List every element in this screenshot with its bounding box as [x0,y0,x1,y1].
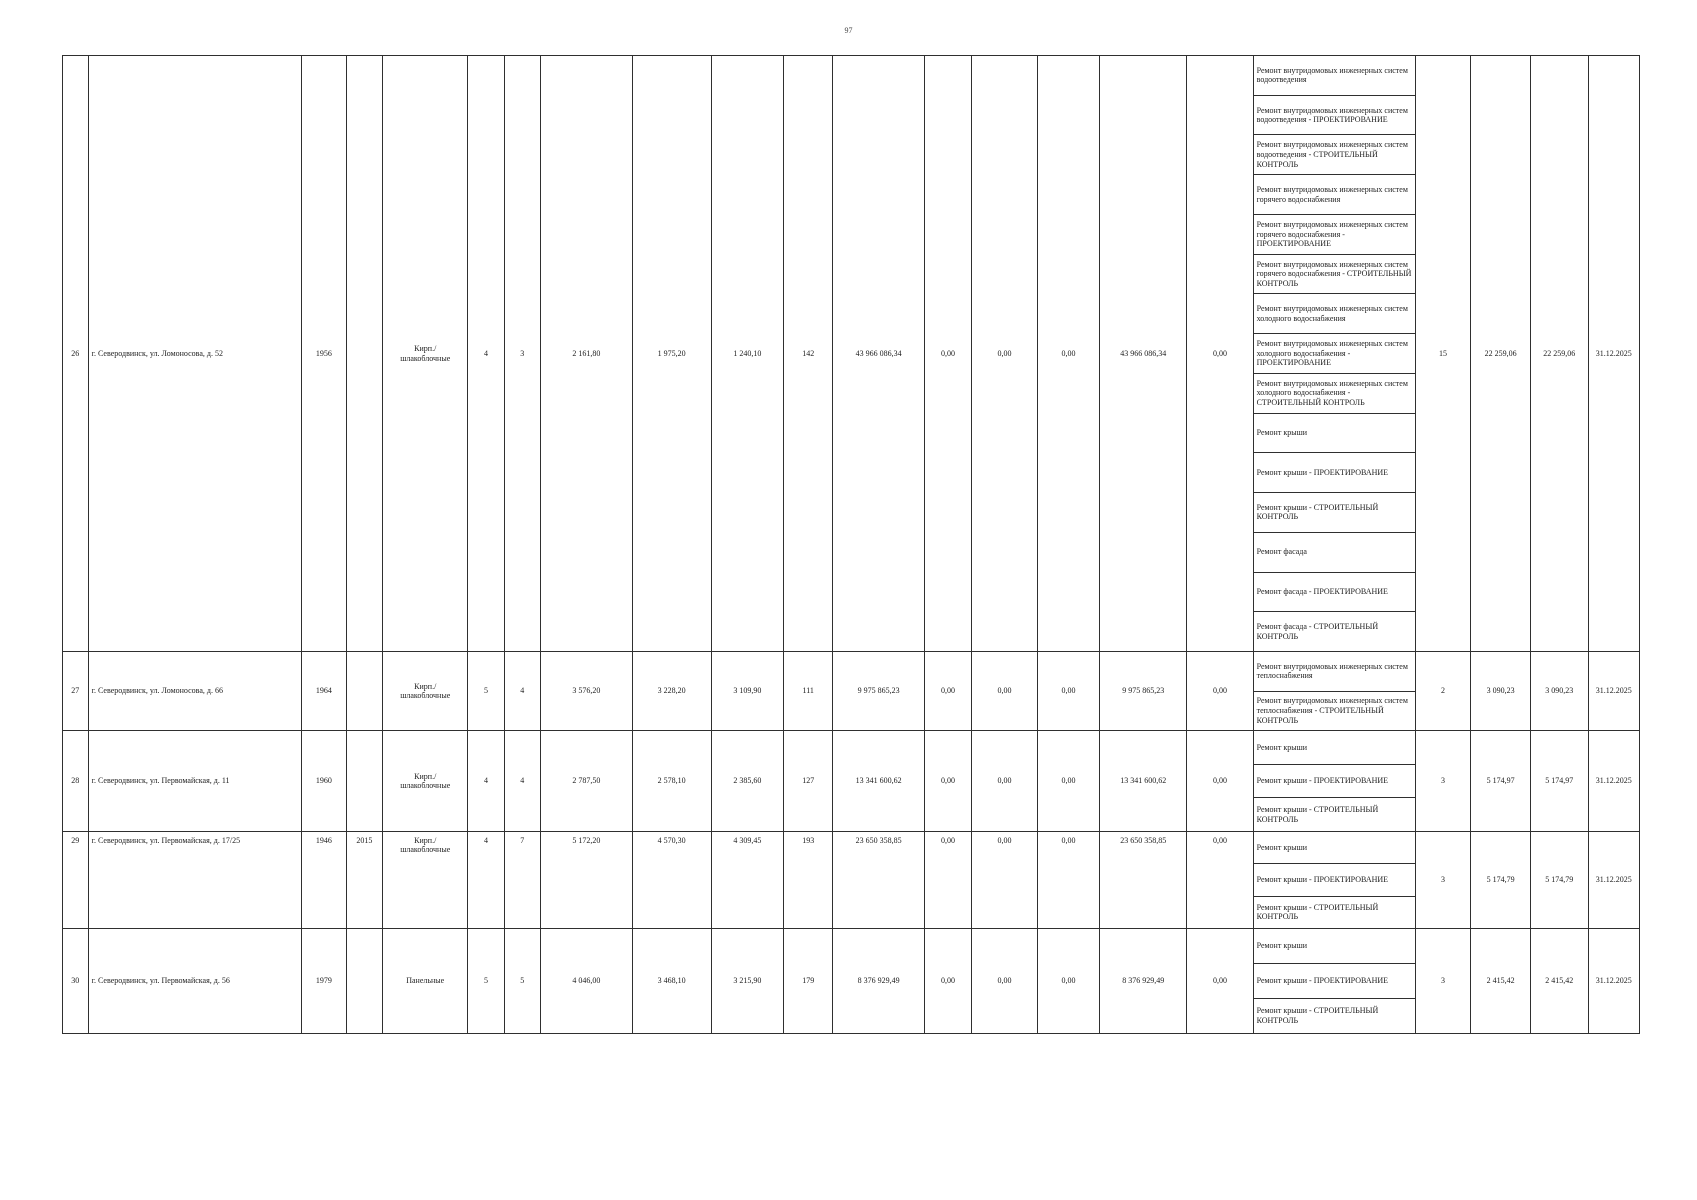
work-item: Ремонт внутридомовых инженерных систем водоотведения [1254,56,1415,96]
premises-area-cell: 3 468,10 [632,929,711,1034]
wall-material-cell: Кирп./ шлакоблочные [383,832,468,929]
residential-area-cell: 4 309,45 [711,832,784,929]
work-item: Ремонт крыши - СТРОИТЕЛЬНЫЙ КОНТРОЛЬ [1254,493,1415,533]
owners-funds-cell: 9 975 865,23 [1099,652,1186,731]
year-renovation-cell: 2015 [346,832,382,929]
table-row [63,56,1640,652]
row-number-cell: 29 [63,832,89,929]
wall-material-cell: Кирп./ шлакоблочные [383,56,468,652]
page-number: 97 [844,26,853,35]
works-list [1254,929,1415,1033]
total-area-cell: 4 046,00 [540,929,632,1034]
unit-cost-cell: 2 415,42 [1471,929,1531,1034]
residential-area-cell: 3 109,90 [711,652,784,731]
work-item: Ремонт фасада [1254,533,1415,573]
residential-area-cell: 3 215,90 [711,929,784,1034]
deadline-cell: 31.12.2025 [1588,832,1639,929]
work-count-cell: 2 [1415,652,1470,731]
table-row [63,731,1640,832]
residential-area-cell: 2 385,60 [711,731,784,832]
total-cost-cell: 23 650 358,85 [833,832,925,929]
work-item: Ремонт внутридомовых инженерных систем горячего водоснабжения [1254,175,1415,215]
residential-area-cell: 1 240,10 [711,56,784,652]
premises-area-cell: 4 570,30 [632,832,711,929]
row-number-cell: 27 [63,652,89,731]
table-row [63,929,1640,1034]
other-funds-cell: 0,00 [1187,731,1253,832]
entrances-cell: 7 [504,832,540,929]
total-cost-cell: 8 376 929,49 [833,929,925,1034]
funding-local-cell: 0,00 [1038,929,1100,1034]
work-item: Ремонт внутридомовых инженерных систем теплоснабжения [1254,652,1415,692]
limit-cost-cell: 5 174,97 [1530,731,1588,832]
premises-area-cell: 2 578,10 [632,731,711,832]
funding-regional-cell: 0,00 [971,56,1037,652]
funding-federal-cell: 0,00 [925,929,972,1034]
owners-funds-cell: 13 341 600,62 [1099,731,1186,832]
entrances-cell: 5 [504,929,540,1034]
works-list [1254,832,1415,928]
total-area-cell: 5 172,20 [540,832,632,929]
repair-program-table [62,55,1640,1034]
residents-cell: 142 [784,56,833,652]
wall-material-cell: Панельные [383,929,468,1034]
row-number-cell: 28 [63,731,89,832]
funding-regional-cell: 0,00 [971,652,1037,731]
total-cost-cell: 43 966 086,34 [833,56,925,652]
floors-cell: 5 [468,929,504,1034]
owners-funds-cell: 8 376 929,49 [1099,929,1186,1034]
works-list-cell [1253,929,1415,1034]
other-funds-cell: 0,00 [1187,929,1253,1034]
owners-funds-cell: 23 650 358,85 [1099,832,1186,929]
funding-federal-cell: 0,00 [925,56,972,652]
owners-funds-cell: 43 966 086,34 [1099,56,1186,652]
work-item: Ремонт внутридомовых инженерных систем теплоснабжения - СТРОИТЕЛЬНЫЙ КОНТРОЛЬ [1256,696,1408,725]
residents-cell: 127 [784,731,833,832]
wall-material-cell: Кирп./ шлакоблочные [383,652,468,731]
funding-local-cell: 0,00 [1038,56,1100,652]
total-area-cell: 2 161,80 [540,56,632,652]
work-count-cell: 3 [1415,929,1470,1034]
deadline-cell: 31.12.2025 [1588,929,1639,1034]
works-list-cell [1253,652,1415,731]
work-count-cell: 3 [1415,731,1470,832]
works-list [1254,56,1415,651]
year-built-cell: 1946 [301,832,346,929]
unit-cost-cell: 22 259,06 [1471,56,1531,652]
works-list [1254,652,1415,730]
year-renovation-cell [346,652,382,731]
limit-cost-cell: 5 174,79 [1530,832,1588,929]
unit-cost-cell: 5 174,79 [1471,832,1531,929]
work-count-cell: 3 [1415,832,1470,929]
work-item: Ремонт крыши - СТРОИТЕЛЬНЫЙ КОНТРОЛЬ [1256,805,1379,824]
floors-cell: 4 [468,56,504,652]
entrances-cell: 3 [504,56,540,652]
total-area-cell: 2 787,50 [540,731,632,832]
deadline-cell: 31.12.2025 [1588,652,1639,731]
works-list-cell [1253,832,1415,929]
entrances-cell: 4 [504,731,540,832]
address-cell: г. Северодвинск, ул. Ломоносова, д. 66 [88,652,301,731]
work-item: Ремонт крыши - СТРОИТЕЛЬНЫЙ КОНТРОЛЬ [1256,902,1379,922]
work-item: Ремонт внутридомовых инженерных систем водоотведения - ПРОЕКТИРОВАНИЕ [1254,96,1415,136]
year-built-cell: 1979 [301,929,346,1034]
entrances-cell: 4 [504,652,540,731]
row-number-cell: 30 [63,929,89,1034]
funding-local-cell: 0,00 [1038,832,1100,929]
work-item: Ремонт крыши - ПРОЕКТИРОВАНИЕ [1254,453,1415,493]
table-row [63,832,1640,929]
year-renovation-cell [346,929,382,1034]
year-built-cell: 1964 [301,652,346,731]
address-cell: г. Северодвинск, ул. Первомайская, д. 17/25 [88,832,301,929]
other-funds-cell: 0,00 [1187,56,1253,652]
year-renovation-cell [346,731,382,832]
funding-regional-cell: 0,00 [971,731,1037,832]
unit-cost-cell: 3 090,23 [1471,652,1531,731]
works-list-cell [1253,56,1415,652]
table-body [63,56,1640,1034]
other-funds-cell: 0,00 [1187,832,1253,929]
deadline-cell: 31.12.2025 [1588,731,1639,832]
year-built-cell: 1960 [301,731,346,832]
address-cell: г. Северодвинск, ул. Первомайская, д. 11 [88,731,301,832]
funding-regional-cell: 0,00 [971,832,1037,929]
floors-cell: 4 [468,832,504,929]
limit-cost-cell: 22 259,06 [1530,56,1588,652]
work-item: Ремонт внутридомовых инженерных систем водоотведения - СТРОИТЕЛЬНЫЙ КОНТРОЛЬ [1254,135,1415,175]
residents-cell: 111 [784,652,833,731]
deadline-cell: 31.12.2025 [1588,56,1639,652]
work-item: Ремонт крыши - ПРОЕКТИРОВАНИЕ [1254,964,1415,999]
works-list-cell [1253,731,1415,832]
work-item: Ремонт внутридомовых инженерных систем холодного водоснабжения - ПРОЕКТИРОВАНИЕ [1254,334,1415,374]
funding-federal-cell: 0,00 [925,832,972,929]
total-area-cell: 3 576,20 [540,652,632,731]
work-item: Ремонт внутридомовых инженерных систем холодного водоснабжения - СТРОИТЕЛЬНЫЙ КОНТРОЛЬ [1254,374,1415,414]
work-item: Ремонт фасада - СТРОИТЕЛЬНЫЙ КОНТРОЛЬ [1256,622,1379,641]
row-number-cell: 26 [63,56,89,652]
work-item: Ремонт внутридомовых инженерных систем холодного водоснабжения [1254,294,1415,334]
residents-cell: 193 [784,832,833,929]
limit-cost-cell: 3 090,23 [1530,652,1588,731]
unit-cost-cell: 5 174,97 [1471,731,1531,832]
work-item: Ремонт крыши - ПРОЕКТИРОВАНИЕ [1254,765,1415,799]
other-funds-cell: 0,00 [1187,652,1253,731]
address-cell: г. Северодвинск, ул. Ломоносова, д. 52 [88,56,301,652]
work-item: Ремонт крыши [1254,929,1415,964]
residents-cell: 179 [784,929,833,1034]
floors-cell: 5 [468,652,504,731]
funding-local-cell: 0,00 [1038,652,1100,731]
total-cost-cell: 9 975 865,23 [833,652,925,731]
year-built-cell: 1956 [301,56,346,652]
work-item: Ремонт крыши [1254,731,1415,765]
table-row [63,652,1640,731]
address-cell: г. Северодвинск, ул. Первомайская, д. 56 [88,929,301,1034]
work-item: Ремонт крыши - ПРОЕКТИРОВАНИЕ [1254,864,1415,896]
year-renovation-cell [346,56,382,652]
work-item: Ремонт крыши - СТРОИТЕЛЬНЫЙ КОНТРОЛЬ [1256,1006,1379,1025]
works-list [1254,731,1415,831]
floors-cell: 4 [468,731,504,832]
funding-local-cell: 0,00 [1038,731,1100,832]
work-item: Ремонт фасада - ПРОЕКТИРОВАНИЕ [1254,573,1415,613]
total-cost-cell: 13 341 600,62 [833,731,925,832]
funding-regional-cell: 0,00 [971,929,1037,1034]
premises-area-cell: 3 228,20 [632,652,711,731]
work-count-cell: 15 [1415,56,1470,652]
funding-federal-cell: 0,00 [925,652,972,731]
limit-cost-cell: 2 415,42 [1530,929,1588,1034]
work-item: Ремонт крыши [1254,832,1415,864]
wall-material-cell: Кирп./ шлакоблочные [383,731,468,832]
work-item: Ремонт внутридомовых инженерных систем горячего водоснабжения - ПРОЕКТИРОВАНИЕ [1254,215,1415,255]
work-item: Ремонт крыши [1254,414,1415,454]
funding-federal-cell: 0,00 [925,731,972,832]
work-item: Ремонт внутридомовых инженерных систем горячего водоснабжения - СТРОИТЕЛЬНЫЙ КОНТРОЛЬ [1254,255,1415,295]
premises-area-cell: 1 975,20 [632,56,711,652]
